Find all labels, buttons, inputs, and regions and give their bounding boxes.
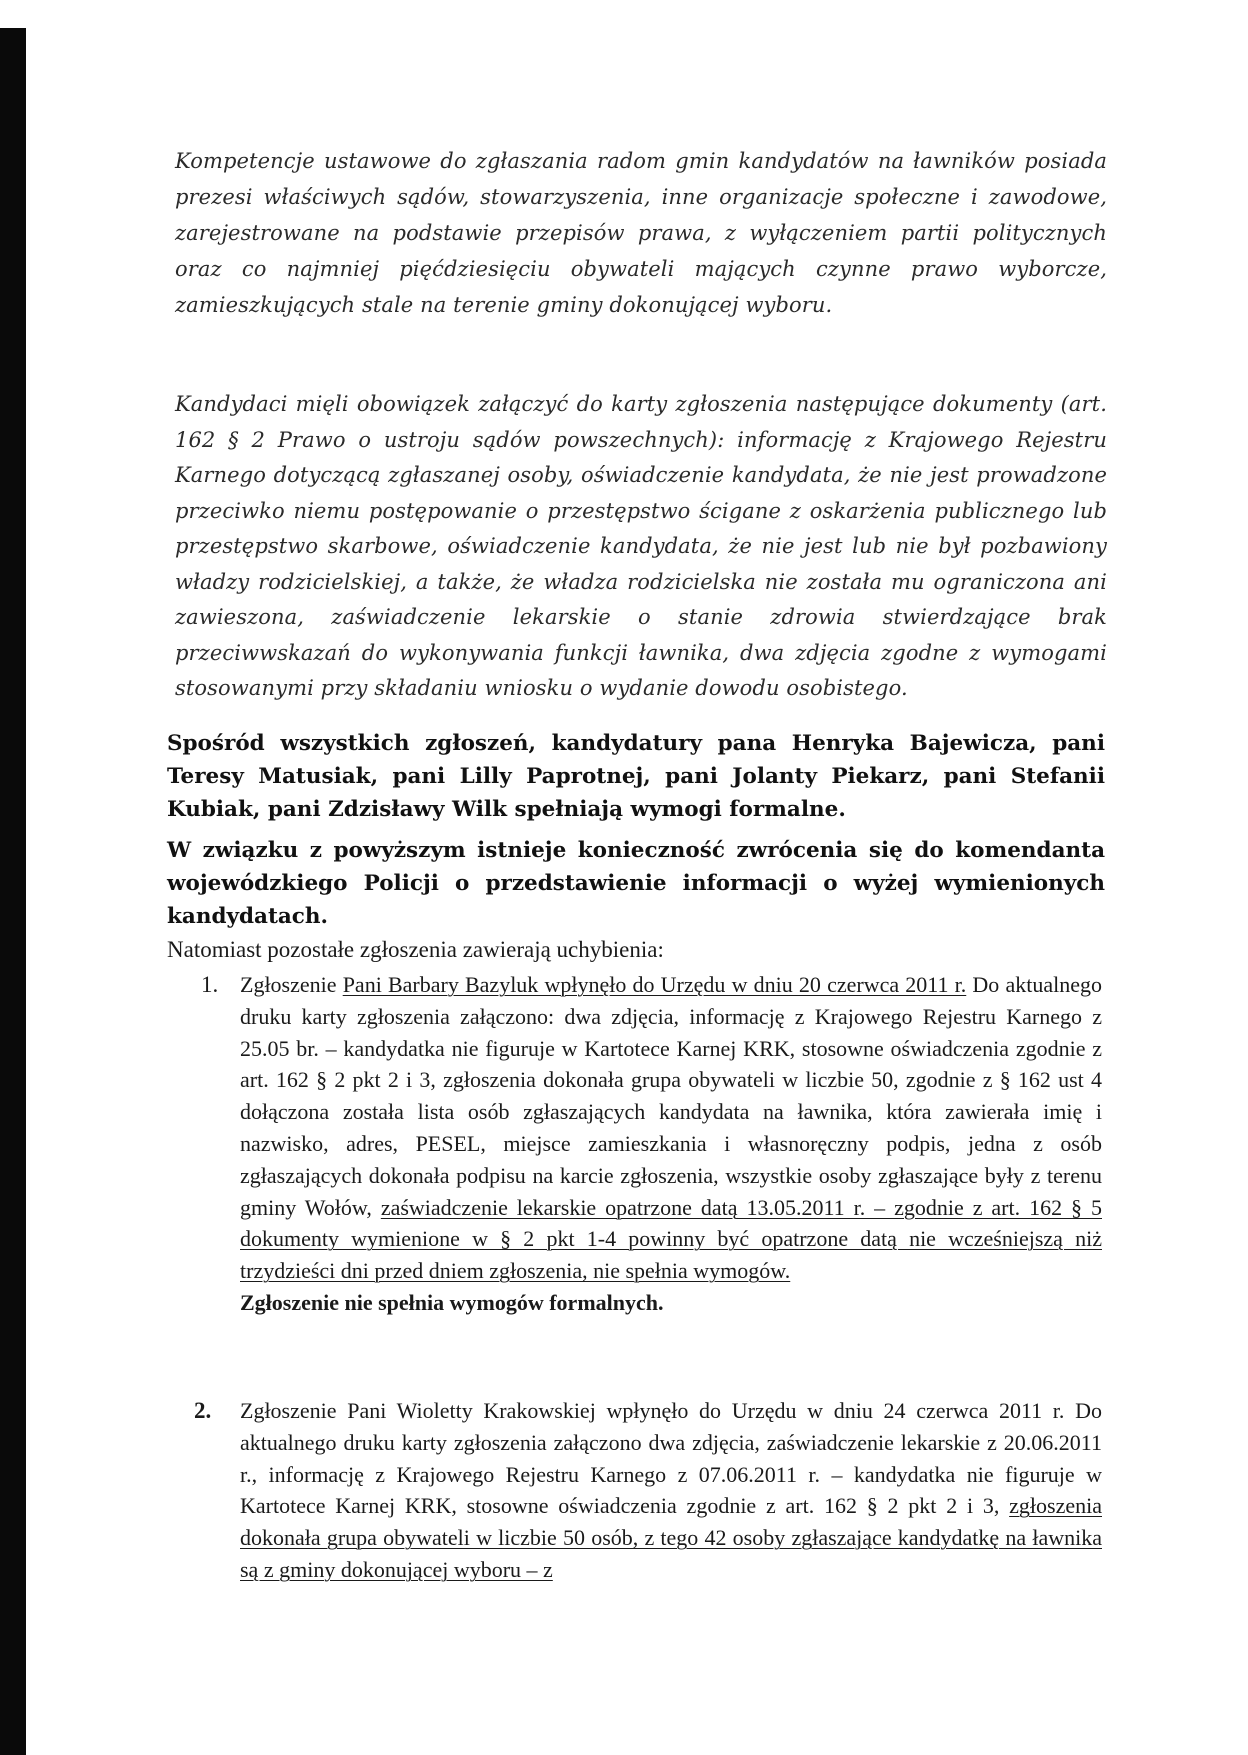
item-1-body-underlined: zaświadczenie lekarskie opatrzone datą 13.05.2011 r. – zgodnie z art. 162 § 5 dokumenty wymienione w § 2 pkt 1-4 powinny być opatrzone datą nie wcześniejszą niż trzydzieści dni przed dniem zgłoszenia, nie spełnia wymogów.	[240, 1194, 1102, 1284]
item-2-body-underlined: zgłoszenia dokonała grupa obywateli w liczbie 50 osób, z tego 42 osoby zgłaszające kandydatkę na ławnika są z gminy dokonującej wyboru – z	[240, 1493, 1102, 1582]
paragraph-deficiencies-intro: Natomiast pozostałe zgłoszenia zawierają uchybienia:	[167, 937, 664, 962]
item-1-verdict: Zgłoszenie nie spełnia wymogów formalnych.	[240, 1289, 664, 1315]
item-2-body: Zgłoszenie Pani Wioletty Krakowskiej wpłynęło do Urzędu w dniu 24 czerwca 2011 r. Do aktualnego druku karty zgłoszenia załączono dwa zdjęcia, zaświadczenie lekarskie z 20.06.2011 r., informację z Krajowego Rejestru Karnego z 07.06.2011 r. – kandydatka nie figuruje w Kartotece Karnej KRK, stosowne oświadczenia zgodnie z art. 162 § 2 pkt 2 i 3,	[240, 1398, 1102, 1519]
item-1-body: Do aktualnego druku karty zgłoszenia załączono: dwa zdjęcia, informację z Krajowego Rejestru Karnego z 25.05 br. – kandydatka nie figuruje w Kartotece Karnej KRK, stosowne oświadczenia zgodnie z art. 162 § 2 pkt 2 i 3, zgłoszenia dokonała grupa obywateli w liczbie 50, zgodnie z § 162 ust 4 dołączona została lista osób zgłaszających kandydata na ławnika, która zawierała imię i nazwisko, adres, PESEL, miejsce zamieszkania i własnoręczny podpis, jedna z osób zgłaszających dokonała podpisu na karcie zgłoszenia, wszystkie osoby zgłaszające były z terenu gminy Wołów,	[240, 972, 1102, 1220]
item-1-lead: Zgłoszenie	[240, 972, 343, 997]
paragraph-required-documents: Kandydaci mięli obowiązek załączyć do karty zgłoszenia następujące dokumenty (art. 162 § 2 Prawo o ustroju sądów powszechnych): informację z Krajowego Rejestru Karnego dotyczącą zgłaszanej osoby, oświadczenie kandydata, że nie jest prowadzone przeciwko niemu postępowanie o przestępstwo ścigane z oskarżenia publicznego lub przestępstwo skarbowe, oświadczenie kandydata, że nie jest lub nie był pozbawiony władzy rodzicielskiej, a także, że władza rodzicielska nie została mu ograniczona ani zawieszona, zaświadczenie lekarskie o stanie zdrowia stwierdzające brak przeciwwskazań do wykonywania funkcji ławnika, dwa zdjęcia zgodne z wymogami stosowanymi przy składaniu wniosku o wydanie dowodu osobistego.	[175, 392, 1107, 700]
list-number-1: 1.	[201, 972, 219, 997]
paragraph-police-request: W związku z powyższym istnieje konieczność zwrócenia się do komendanta wojewódzkiego Policji o przedstawienie informacji o wyżej wymienionych kandydatach.	[167, 838, 1105, 929]
list-item-krakowska	[240, 1395, 1102, 1586]
paragraph-qualified-candidates: Spośród wszystkich zgłoszeń, kandydatury pana Henryka Bajewicza, pani Teresy Matusiak, pani Lilly Paprotnej, pani Jolanty Piekarz, pani Stefanii Kubiak, pani Zdzisławy Wilk spełniają wymogi formalne.	[167, 731, 1105, 822]
list-number-2: 2.	[194, 1398, 212, 1423]
paragraph-competences: Kompetencje ustawowe do zgłaszania radom gmin kandydatów na ławników posiada prezesi właściwych sądów, stowarzyszenia, inne organizacje społeczne i zawodowe, zarejestrowane na podstawie przepisów prawa, z wyłączeniem partii politycznych oraz co najmniej pięćdziesięciu obywateli mających czynne prawo wyborcze, zamieszkujących stale na terenie gminy dokonującej wyboru.	[175, 149, 1107, 317]
list-item-bazyluk	[240, 969, 1102, 1319]
item-1-lead-underlined: Pani Barbary Bazyluk wpłynęło do Urzędu w dniu 20 czerwca 2011 r.	[342, 972, 967, 997]
